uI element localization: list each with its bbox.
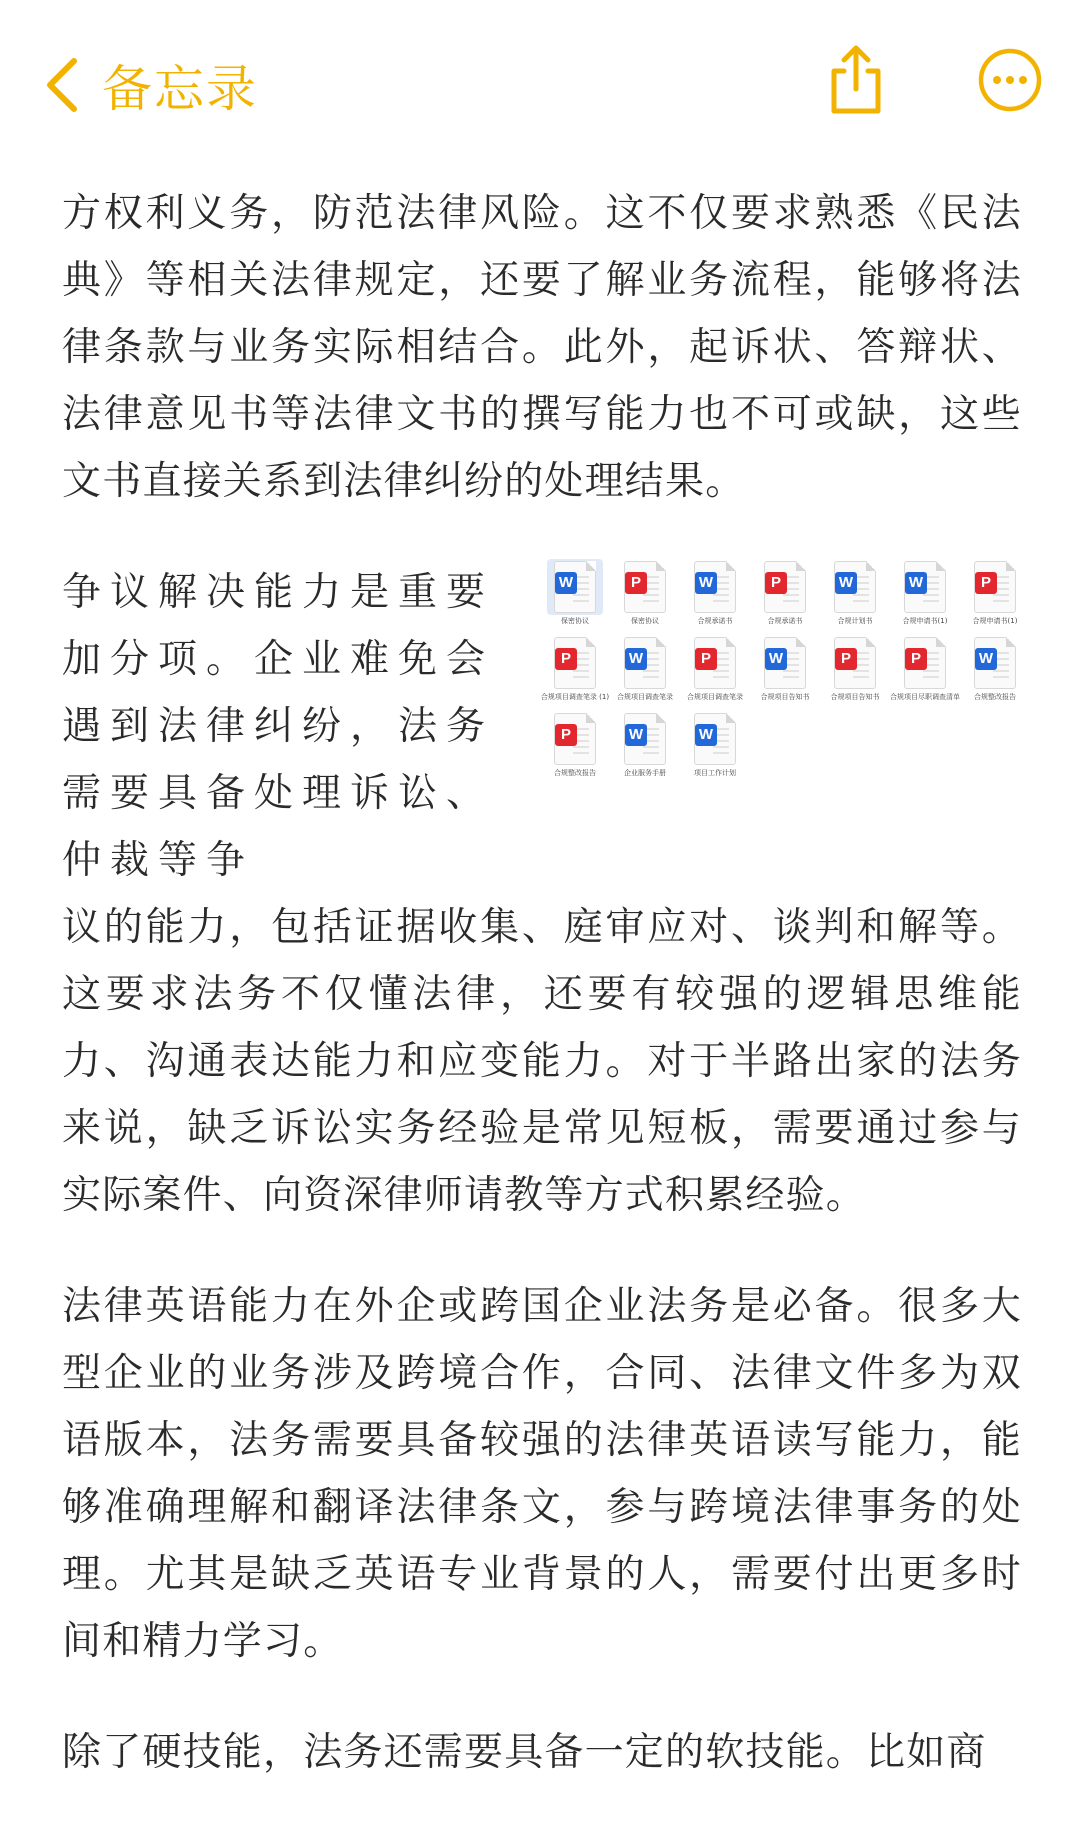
file-thumbnail — [687, 559, 743, 615]
navigation-bar — [0, 0, 1080, 160]
back-label: 备忘录 — [102, 60, 258, 118]
file-name: 合规整改报告 — [554, 769, 596, 777]
file-item[interactable] — [610, 559, 680, 635]
pdf-document-icon: P — [834, 637, 876, 689]
paragraph-2 — [62, 559, 1022, 1229]
file-thumbnail — [617, 635, 673, 691]
word-document-icon: W — [904, 561, 946, 613]
file-name: 合规项目调查笔录 — [617, 693, 673, 701]
file-thumbnail — [687, 635, 743, 691]
file-item[interactable] — [820, 559, 890, 635]
file-thumbnail — [617, 711, 673, 767]
file-item[interactable] — [540, 635, 610, 711]
file-item[interactable] — [960, 559, 1030, 635]
file-name: 合规整改报告 — [974, 693, 1016, 701]
chevron-left-icon — [44, 57, 80, 113]
file-item[interactable] — [610, 711, 680, 787]
file-name: 合规承诺书 — [767, 617, 803, 625]
share-icon — [826, 43, 886, 117]
pdf-document-icon: P — [764, 561, 806, 613]
word-document-icon: W — [624, 637, 666, 689]
file-name: 合规申请书(1) — [902, 617, 948, 625]
file-name: 合规承诺书 — [697, 617, 733, 625]
file-thumbnail — [547, 711, 603, 767]
word-document-icon: W — [974, 637, 1016, 689]
file-item[interactable] — [680, 711, 750, 787]
file-name: 项目工作计划 — [694, 769, 736, 777]
file-name: 合规计划书 — [837, 617, 873, 625]
paragraph-3: 法律英语能力在外企或跨国企业法务是必备。很多大型企业的业务涉及跨境合作，合同、法律文件多为双语版本，法务需要具备较强的法律英语读写能力，能够准确理解和翻译法律条文，参与跨境法律事务的处理。尤其是缺乏英语专业背景的人，需要付出更多时间和精力学习。 — [62, 1284, 1022, 1664]
word-document-icon: W — [624, 713, 666, 765]
file-item[interactable] — [540, 711, 610, 787]
file-name: 保密协议 — [561, 617, 589, 625]
file-name: 合规申请书(1) — [972, 617, 1018, 625]
pdf-document-icon: P — [554, 713, 596, 765]
file-thumbnail — [897, 559, 953, 615]
file-thumbnail — [897, 635, 953, 691]
paragraph-4: 除了硬技能，法务还需要具备一定的软技能。比如商 — [62, 1730, 987, 1775]
back-button[interactable] — [44, 50, 258, 120]
file-thumbnail — [687, 711, 743, 767]
more-button[interactable] — [970, 40, 1050, 120]
word-document-icon: W — [694, 561, 736, 613]
word-document-icon: W — [764, 637, 806, 689]
file-name: 保密协议 — [631, 617, 659, 625]
pdf-document-icon: P — [904, 637, 946, 689]
file-item[interactable] — [820, 635, 890, 711]
file-item[interactable] — [540, 559, 610, 635]
pdf-document-icon: P — [554, 637, 596, 689]
file-item[interactable] — [680, 559, 750, 635]
pdf-document-icon: P — [694, 637, 736, 689]
file-name: 合规项目尽职调查清单 — [890, 693, 960, 701]
paragraph-2-head: 争议解决能力是重要加分项。企业难免会遇到法律纠纷，法务需要具备处理诉讼、仲裁等争 — [62, 570, 495, 883]
file-name: 合规项目调查笔录 (1) — [540, 693, 610, 701]
file-item[interactable] — [890, 635, 960, 711]
file-thumbnail — [547, 635, 603, 691]
file-thumbnail — [827, 559, 883, 615]
file-item[interactable] — [750, 559, 820, 635]
more-icon — [977, 47, 1043, 113]
word-document-icon: W — [834, 561, 876, 613]
file-item[interactable] — [750, 635, 820, 711]
pdf-document-icon: P — [974, 561, 1016, 613]
file-thumbnail — [757, 559, 813, 615]
file-item[interactable] — [610, 635, 680, 711]
file-name: 企业服务手册 — [624, 769, 666, 777]
file-thumbnail — [827, 635, 883, 691]
file-thumbnail — [967, 635, 1023, 691]
file-thumbnail — [967, 559, 1023, 615]
file-name: 合规项目调查笔录 — [687, 693, 743, 701]
note-body[interactable] — [62, 180, 1022, 1830]
paragraph-2-tail: 议的能力，包括证据收集、庭审应对、谈判和解等。这要求法务不仅懂法律，还要有较强的逻辑思维能力、沟通表达能力和应变能力。对于半路出家的法务来说，缺乏诉讼实务经验是常见短板，需要通过参与实际案件、向资深律师请教等方式积累经验。 — [62, 905, 1022, 1218]
file-thumbnail — [757, 635, 813, 691]
file-item[interactable] — [960, 635, 1030, 711]
file-item[interactable] — [680, 635, 750, 711]
file-name: 合规项目告知书 — [760, 693, 810, 701]
file-thumbnail — [617, 559, 673, 615]
file-item[interactable] — [890, 559, 960, 635]
share-button[interactable] — [816, 40, 896, 120]
file-name: 合规项目告知书 — [830, 693, 880, 701]
word-document-icon: W — [554, 561, 596, 613]
paragraph-1: 方权利义务，防范法律风险。这不仅要求熟悉《民法典》等相关法律规定，还要了解业务流程，能够将法律条款与业务实际相结合。此外，起诉状、答辩状、法律意见书等法律文书的撰写能力也不可或缺，这些文书直接关系到法律纠纷的处理结果。 — [62, 191, 1022, 504]
word-document-icon: W — [694, 713, 736, 765]
attached-file-grid[interactable] — [540, 559, 1030, 787]
pdf-document-icon: P — [624, 561, 666, 613]
file-thumbnail — [547, 559, 603, 615]
